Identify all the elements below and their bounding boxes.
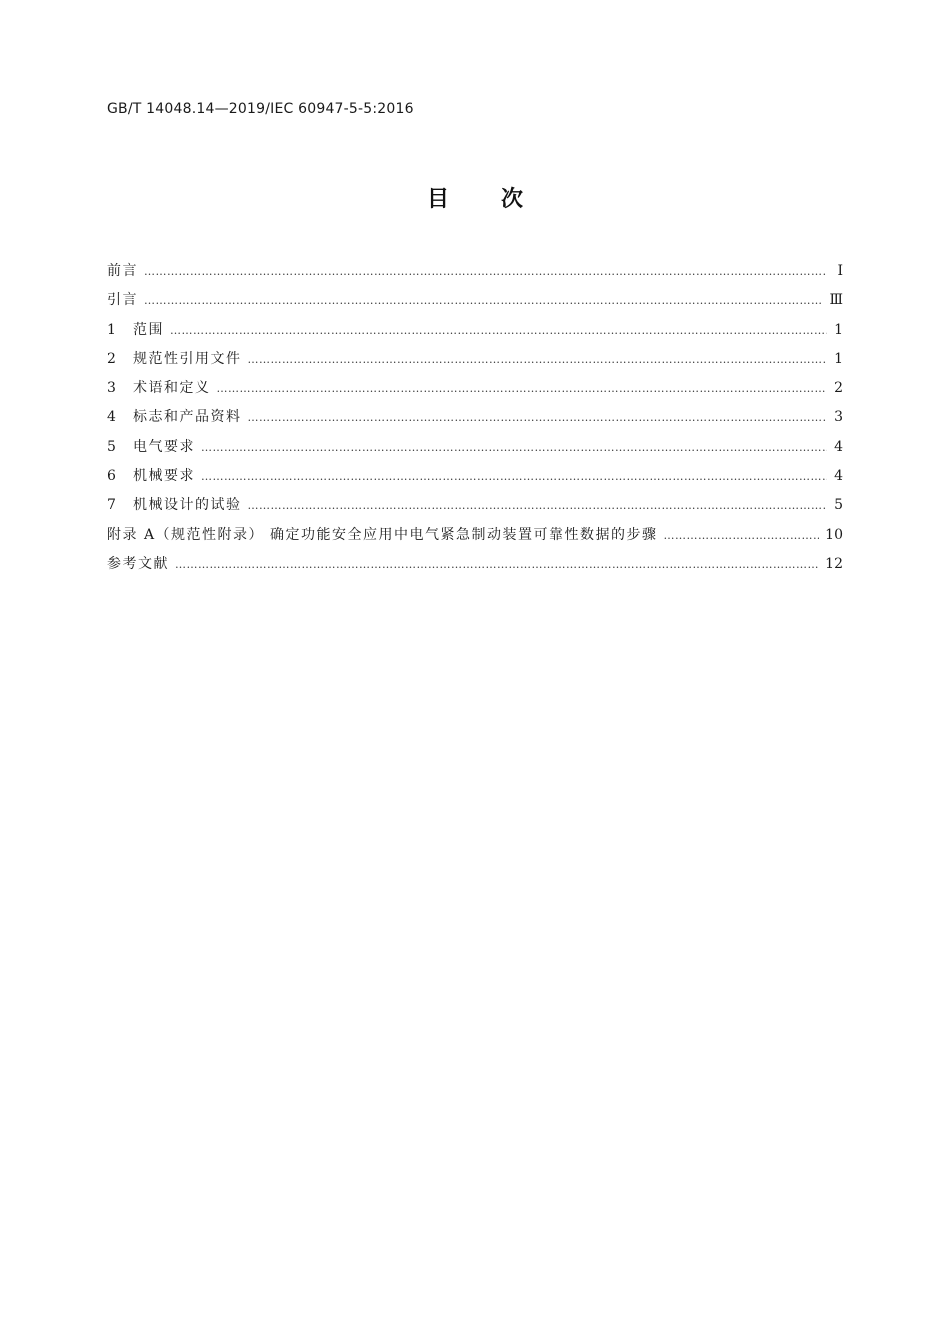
- toc-entry-page: 12: [825, 555, 843, 572]
- toc-entry-label: 电气要求: [133, 438, 195, 455]
- toc-leader-dots: [144, 260, 827, 284]
- toc-entry-annex-a[interactable]: [107, 523, 843, 552]
- toc-entry-introduction[interactable]: [107, 288, 843, 317]
- toc-entry-page: Ⅲ: [829, 292, 843, 309]
- toc-entry-label: 机械设计的试验: [133, 497, 242, 514]
- toc-entry-page: 1: [834, 321, 843, 338]
- toc-entry-terms-definitions[interactable]: [107, 376, 843, 405]
- toc-leader-dots: [217, 377, 828, 401]
- toc-entry-number: 2: [107, 350, 116, 367]
- toc-leader-dots: [144, 289, 823, 313]
- toc-entry-number: 3: [107, 380, 116, 397]
- table-of-contents: [107, 259, 843, 581]
- toc-entry-number: 4: [107, 409, 116, 426]
- toc-leader-dots: [248, 348, 828, 372]
- toc-entry-label: 范围: [133, 321, 164, 338]
- toc-entry-page: 4: [834, 438, 843, 455]
- toc-entry-number: 7: [107, 497, 116, 514]
- toc-entry-electrical-requirements[interactable]: [107, 435, 843, 464]
- toc-entry-number: 6: [107, 468, 116, 485]
- toc-leader-dots: [248, 494, 828, 518]
- toc-title: 目次: [426, 187, 575, 212]
- toc-entry-label: 附录 A（规范性附录） 确定功能安全应用中电气紧急制动装置可靠性数据的步骤: [107, 526, 658, 543]
- toc-entry-mechanical-requirements[interactable]: [107, 464, 843, 493]
- toc-entry-page: 10: [825, 526, 843, 543]
- toc-entry-page: 1: [834, 350, 843, 367]
- toc-entry-page: Ⅰ: [837, 263, 843, 279]
- toc-entry-label: 标志和产品资料: [133, 409, 242, 426]
- toc-leader-dots: [248, 406, 828, 430]
- toc-entry-mechanical-design-tests[interactable]: [107, 493, 843, 522]
- toc-entry-number: 1: [107, 321, 116, 338]
- toc-entry-page: 3: [834, 409, 843, 426]
- toc-entry-label: 机械要求: [133, 468, 195, 485]
- toc-leader-dots: [175, 553, 819, 577]
- toc-entry-label: 前言: [107, 263, 138, 279]
- toc-leader-dots: [170, 319, 827, 343]
- toc-entry-bibliography[interactable]: [107, 552, 843, 581]
- toc-entry-marking-product-info[interactable]: [107, 405, 843, 434]
- toc-entry-foreword[interactable]: [107, 259, 843, 288]
- toc-entry-normative-references[interactable]: [107, 347, 843, 376]
- toc-entry-scope[interactable]: [107, 318, 843, 347]
- toc-entry-number: 5: [107, 438, 116, 455]
- toc-entry-page: 2: [834, 380, 843, 397]
- standard-code-header: GB/T 14048.14—2019/IEC 60947-5-5:2016: [107, 101, 414, 117]
- toc-entry-label: 术语和定义: [133, 380, 211, 397]
- toc-entry-label: 引言: [107, 292, 138, 309]
- toc-leader-dots: [664, 524, 820, 548]
- toc-entry-label: 规范性引用文件: [133, 350, 242, 367]
- toc-leader-dots: [201, 465, 827, 489]
- toc-entry-page: 5: [834, 497, 843, 514]
- toc-entry-label: 参考文献: [107, 555, 169, 572]
- toc-entry-page: 4: [834, 468, 843, 485]
- toc-leader-dots: [201, 436, 827, 460]
